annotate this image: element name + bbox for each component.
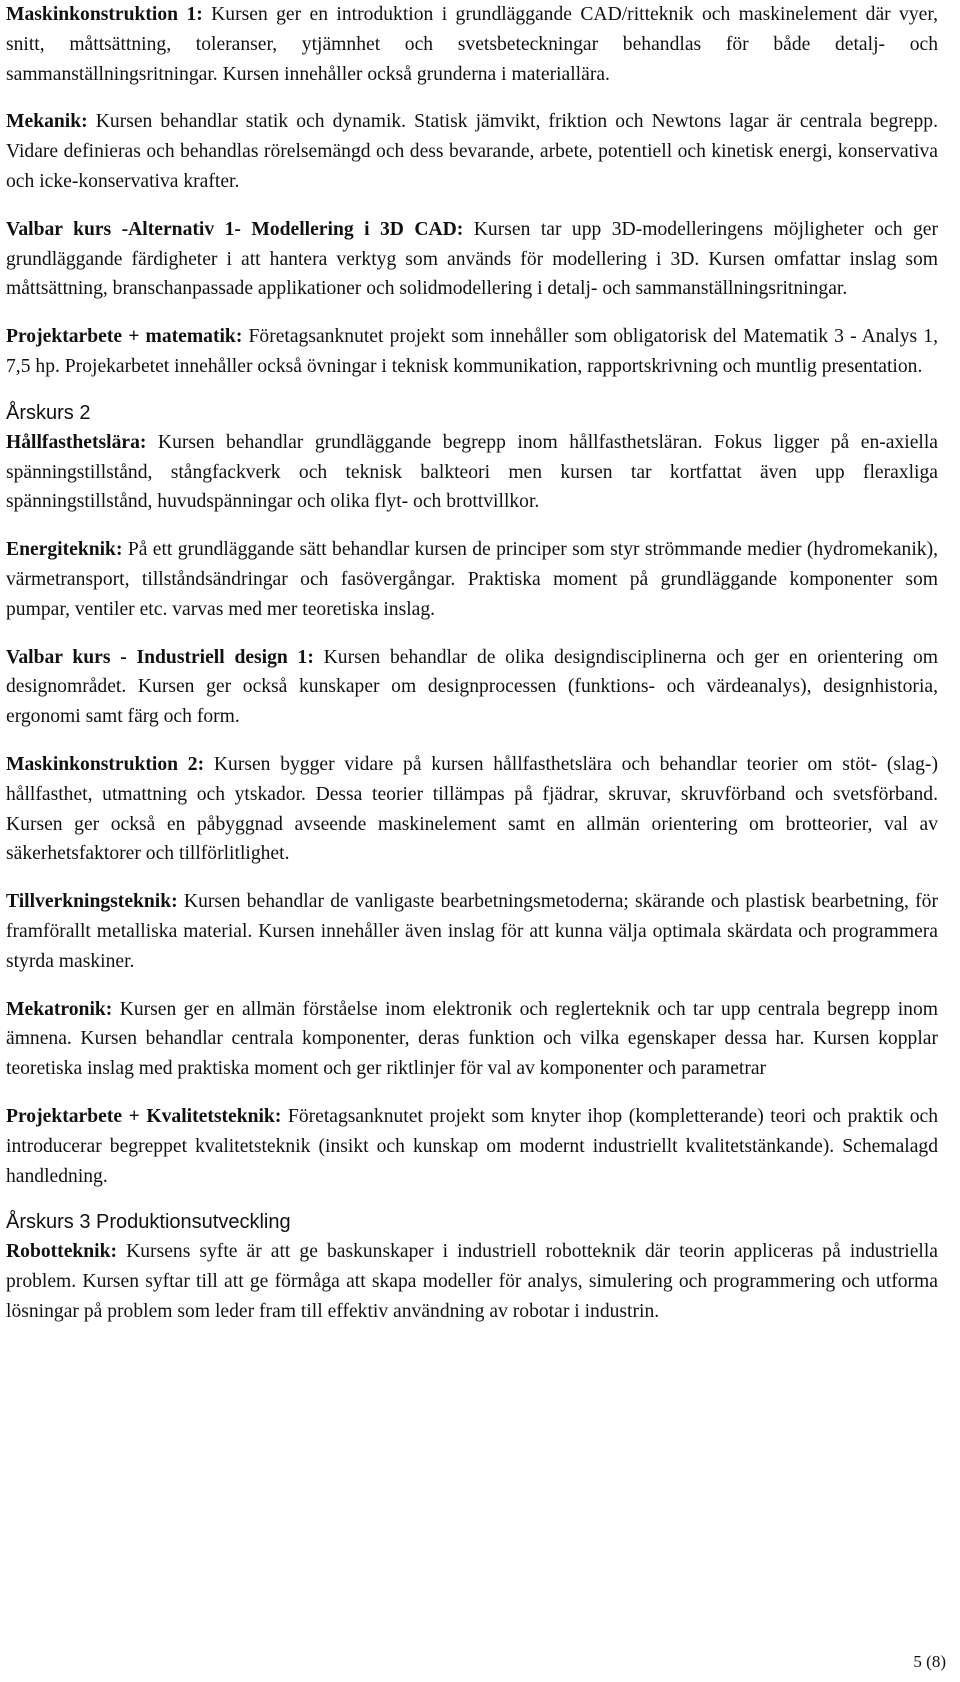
course-description: Kursen behandlar grundläggande begrepp inom hållfasthetsläran. Fokus ligger på en-axiella spänningstillstånd, stångfackverk och teknisk balkteori men kursen tar kortfattat även upp fleraxliga spänningstillstånd, huvudspänningar och olika flyt- och brottvillkor.: [6, 431, 938, 513]
course-description: Kursen behandlar de olika designdisciplinerna och ger en orientering om designområdet. Kursen ger också kunskaper om designprocessen (funktions- och värdeanalys), designhistoria, ergonomi samt färg och form.: [6, 646, 938, 728]
course-title: Energiteknik:: [6, 539, 123, 561]
course-description: Kursen ger en allmän förståelse inom elektronik och reglerteknik och tar upp centrala begrepp inom ämnena. Kursen behandlar centrala komponenter, deras funktion och vilka egenskaper dessa har. Kursen kopplar teoretiska inslag med praktiska moment och ger riktlinjer för val av komponenter och parametrar: [6, 998, 938, 1080]
course-paragraph: [6, 1237, 938, 1326]
course-paragraph: [6, 107, 938, 196]
course-description: Kursen ger en introduktion i grundläggande CAD/ritteknik och maskinelement där vyer, snitt, måttsättning, toleranser, ytjämnhet och svetsbeteckningar behandlas för både detalj- och sammanställningsritningar. Kursen innehåller också grunderna i materiallära.: [6, 4, 938, 85]
course-paragraph: [6, 0, 938, 89]
section-year2-courses: [6, 428, 938, 1192]
section-year1-courses: [6, 0, 938, 382]
course-title: Valbar kurs -Alternativ 1- Modellering i 3D CAD:: [6, 218, 464, 240]
course-paragraph: [6, 750, 938, 869]
course-title: Valbar kurs - Industriell design 1:: [6, 646, 314, 668]
course-title: Projektarbete + matematik:: [6, 326, 243, 348]
course-description: Kursens syfte är att ge baskunskaper i industriell robotteknik där teorin appliceras på industriella problem. Kursen syftar till att ge förmåga att skapa modeller för analys, simulering och programmering och utforma lösningar på problem som leder fram till effektiv användning av robotar i industrin.: [6, 1241, 938, 1322]
course-description: Kursen behandlar de vanligaste bearbetningsmetoderna; skärande och plastisk bearbetning, för framförallt metalliska material. Kursen innehåller även inslag för att kunna välja optimala skärdata och programmera styrda maskiner.: [6, 891, 938, 972]
course-title: Maskinkonstruktion 2:: [6, 753, 205, 775]
course-paragraph: [6, 887, 938, 976]
section-heading-year3: Årskurs 3 Produktionsutveckling: [6, 1211, 291, 1234]
document-content: [6, 0, 938, 1345]
course-paragraph: [6, 322, 938, 382]
course-paragraph: [6, 643, 938, 732]
course-title: Tillverkningsteknik:: [6, 891, 178, 913]
course-paragraph: [6, 428, 938, 517]
course-paragraph: [6, 1102, 938, 1191]
page-number: 5 (8): [913, 1652, 946, 1671]
course-description: Företagsanknutet projekt som innehåller som obligatorisk del Matematik 3 - Analys 1, 7,5 hp. Projekarbetet innehåller också övningar i teknisk kommunikation, rapportskrivning och muntlig presentation.: [6, 326, 938, 377]
course-title: Mekanik:: [6, 111, 88, 133]
course-description: Kursen bygger vidare på kursen hållfasthetslära och behandlar teorier om stöt- (slag-) hållfasthet, utmattning och ytskador. Dessa teorier tillämpas på fjädrar, skruvar, skruvförband och svetsförband. Kursen ger också en påbyggnad avseende maskinelement samt en allmän orientering om brotteorier, val av säkerhetsfaktorer och tillförlitlighet.: [6, 753, 938, 865]
course-paragraph: [6, 535, 938, 624]
section-year3-courses: [6, 1237, 938, 1326]
course-description: Företagsanknutet projekt som knyter ihop (kompletterande) teori och praktik och introducerar begreppet kvalitetsteknik (insikt och kunskap om modernt industriellt kvalitetstänkande). Schemalagd handledning.: [6, 1105, 939, 1187]
course-title: Robotteknik:: [6, 1241, 118, 1263]
course-description: Kursen behandlar statik och dynamik. Statisk jämvikt, friktion och Newtons lagar är centrala begrepp. Vidare definieras och behandlas rörelsemängd och dess bevarande, arbete, potentiell och kinetisk energi, konservativa och icke-konservativa krafter.: [6, 111, 938, 192]
course-paragraph: [6, 995, 938, 1084]
course-title: Projektarbete + Kvalitetsteknik:: [6, 1105, 282, 1127]
course-description: Kursen tar upp 3D-modelleringens möjligheter och ger grundläggande färdigheter i att hantera verktyg som används för modellering i 3D. Kursen omfattar inslag som måttsättning, branschanpassade applikationer och solidmodellering i detalj- och sammanställningsritningar.: [6, 218, 938, 300]
course-title: Maskinkonstruktion 1:: [6, 4, 203, 25]
course-paragraph: [6, 215, 938, 304]
section-heading-year2: Årskurs 2: [6, 401, 91, 424]
course-title: Hållfasthetslära:: [6, 431, 147, 453]
course-description: På ett grundläggande sätt behandlar kursen de principer som styr strömmande medier (hydromekanik), värmetransport, tillståndsändringar och fasövergångar. Praktiska moment på grundläggande komponenter som pumpar, ventiler etc. varvas med mer teoretiska inslag.: [6, 539, 938, 620]
course-title: Mekatronik:: [6, 998, 113, 1020]
